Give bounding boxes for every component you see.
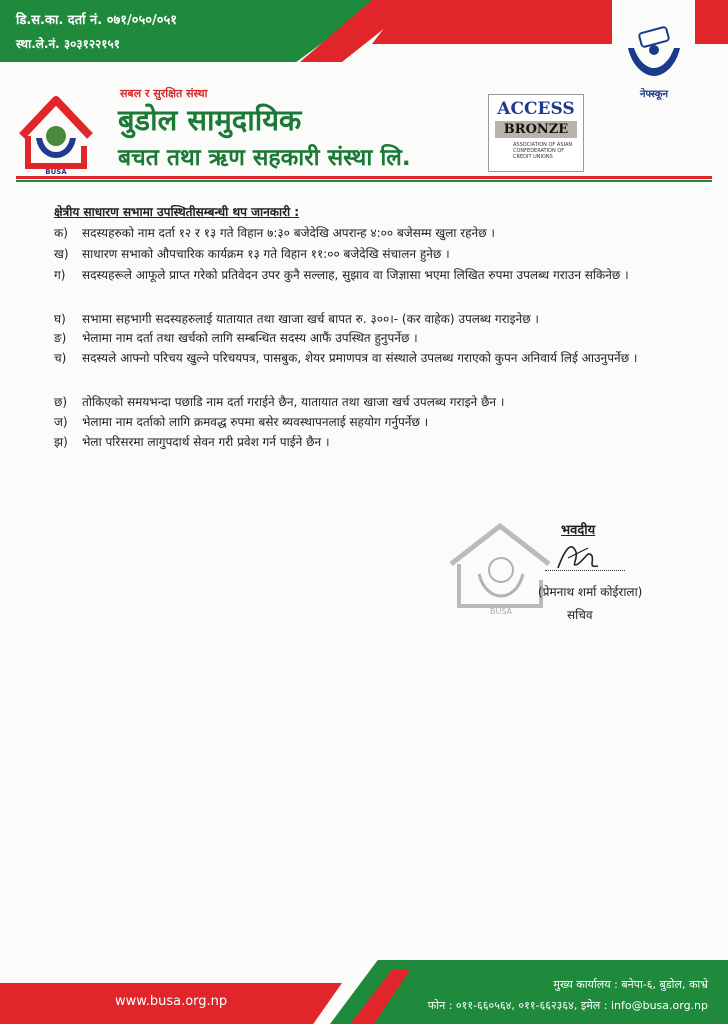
item-marker: ज): [54, 415, 68, 429]
item-marker: घ): [54, 312, 66, 326]
busa-logo: [14, 86, 98, 176]
signature-line: [545, 570, 625, 571]
item-text: तोकिएको समयभन्दा पछाडि नाम दर्ता गराईने छैन, यातायात तथा खाजा खर्च उपलब्ध गराइने छैन ।: [82, 395, 505, 409]
item-text: सदस्यले आफ्नो परिचय खुल्ने परिचयपत्र, पासबुक, शेयर प्रमाणपत्र वा संस्थाले उपलब्ध गराएको कुपन अनिवार्य लिई आउनुपर्नेछ ।: [82, 351, 638, 365]
item-text: भेलामा नाम दर्ता तथा खर्चको लागि सम्बन्धित सदस्य आफैं उपस्थित हुनुपर्नेछ ।: [82, 331, 418, 345]
item-marker: ख): [54, 247, 69, 261]
item-marker: च): [54, 351, 67, 365]
access-level: BRONZE: [495, 121, 577, 138]
list-item: [54, 348, 684, 368]
office-address: मुख्य कार्यालय : बनेपा-६, बुडोल, काभ्रे: [553, 978, 708, 991]
item-marker: ग): [54, 268, 66, 282]
item-marker: झ): [54, 435, 68, 449]
signature-greeting: भवदीय: [561, 523, 596, 538]
stamp-text: BUSA: [489, 607, 513, 616]
item-text: सदस्यहरूले आफूले प्राप्त गरेको प्रतिवेदन उपर कुनै सल्लाह, सुझाव वा जिज्ञासा भएमा लिखित रुपमा उपलब्ध गराउन सकिनेछ ।: [82, 268, 629, 282]
item-marker: छ): [54, 395, 68, 409]
item-text: भेला परिसरमा लागुपदार्थ सेवन गरी प्रवेश गर्न पाईने छैन ।: [82, 435, 330, 449]
nefscun-label: नेफ्स्कून: [639, 89, 669, 100]
signatory-title: सचिव: [567, 608, 593, 622]
list-item: [54, 412, 684, 432]
contact-info: फोन : ०११-६६०५६४, ०११-६६२३६४, इमेल : info@busa.org.np: [427, 999, 708, 1012]
website-link[interactable]: www.busa.org.np: [115, 994, 228, 1009]
list-item: [54, 392, 684, 412]
list-item: [54, 432, 684, 452]
header-divider-green: [16, 180, 712, 182]
house-hands-icon: [14, 86, 98, 176]
item-marker: क): [54, 226, 68, 240]
logo-text: BUSA: [45, 168, 67, 176]
registration-number: डि.स.का. दर्ता नं. ०७१/०५०/०५१: [16, 13, 178, 28]
org-name-line2: बचत तथा ऋण सहकारी संस्था लि.: [118, 145, 411, 171]
list-item: [54, 223, 684, 243]
stamp-icon: [445, 518, 555, 618]
header-divider-red: [16, 176, 712, 179]
header-red-corner: [695, 0, 728, 44]
access-bronze-badge: [488, 94, 584, 172]
item-text: साधारण सभाको औपचारिक कार्यक्रम १३ गते विहान ११:०० बजेदेखि संचालन हुनेछ ।: [82, 247, 450, 261]
handwritten-signature: [548, 538, 608, 578]
list-item: [54, 244, 684, 264]
tagline: सबल र सुरक्षित संस्था: [120, 87, 208, 100]
org-name-line1: बुडोल सामुदायिक: [118, 103, 302, 137]
access-title: ACCESS: [497, 99, 575, 119]
official-stamp: [445, 518, 555, 618]
hands-holding-icon: [622, 26, 686, 80]
access-subtext: ASSOCIATION OF ASIAN CONFEDERATION OF CREDIT UNIONS: [513, 142, 573, 160]
list-item: [54, 265, 684, 285]
item-text: सभामा सहभागी सदस्यहरुलाई यातायात तथा खाजा खर्च बापत रु. ३००।- (कर वाहेक) उपलब्ध गराइनेछ ।: [82, 312, 539, 326]
account-number: स्था.ले.नं. ३०३१२२१५१: [16, 37, 121, 51]
notice-heading: क्षेत्रीय साधारण सभामा उपस्थितीसम्बन्धी थप जानकारी :: [54, 205, 300, 219]
nefscun-logo: [622, 26, 686, 100]
item-text: भेलामा नाम दर्ताको लागि क्रमवद्ध रुपमा बसेर ब्यवस्थापनलाई सहयोग गर्नुपर्नेछ ।: [82, 415, 429, 429]
header-red-band: [372, 0, 612, 44]
item-text: सदस्यहरुको नाम दर्ता १२ र १३ गते विहान ७:३० बजेदेखि अपरान्ह ४:०० बजेसम्म खुला रहनेछ ।: [82, 226, 495, 240]
item-marker: ङ): [54, 331, 67, 345]
signatory-name: (प्रेमनाथ शर्मा कोईराला): [538, 585, 643, 599]
list-item: [54, 328, 684, 348]
list-item: [54, 309, 684, 329]
